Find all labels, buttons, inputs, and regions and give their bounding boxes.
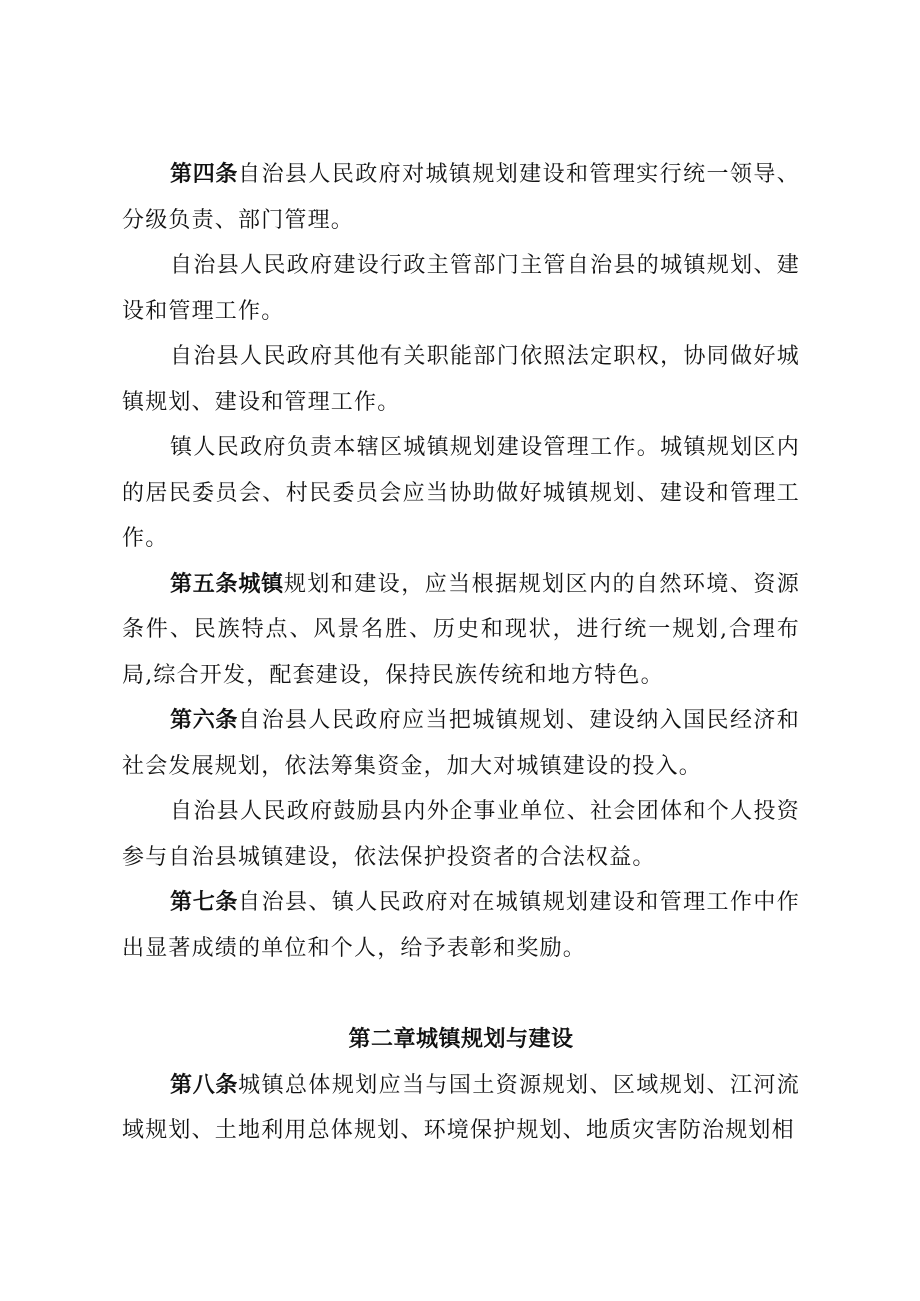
article-6-paragraph: [122, 698, 800, 789]
article-4-clause-4: [122, 425, 800, 562]
article-7-paragraph: [122, 880, 800, 971]
article-5-label: 第五条城镇: [170, 571, 284, 597]
article-4-clause-2-text: 自治县人民政府建设行政主管部门主管自治县的城镇规划、建设和管理工作。: [122, 253, 800, 324]
article-6-clause-2: [122, 789, 800, 880]
article-4-label: 第四条: [170, 162, 239, 187]
article-5-text: 规划和建设，应当根据规划区内的自然环境、资源条件、民族特点、风景名胜、历史和现状，进行统一规划,合理布局,综合开发，配套建设，保持民族传统和地方特色。: [122, 571, 800, 688]
article-4-clause-2: [122, 243, 800, 334]
article-6-text: 自治县人民政府应当把城镇规划、建设纳入国民经济和社会发展规划，依法筹集资金，加大对城镇建设的投入。: [122, 708, 800, 779]
document-body: [122, 152, 800, 1154]
article-6-label: 第六条: [170, 708, 239, 733]
article-8-text: 城镇总体规划应当与国土资源规划、区域规划、江河流域规划、土地利用总体规划、环境保护规划、地质灾害防治规划相: [122, 1072, 800, 1143]
article-8-label: 第八条: [170, 1072, 239, 1098]
article-8-paragraph: [122, 1063, 800, 1154]
article-4-clause-3: [122, 334, 800, 425]
article-4-text: 自治县人民政府对城镇规划建设和管理实行统一领导、分级负责、部门管理。: [122, 162, 800, 233]
article-4-clause-4-text: 镇人民政府负责本辖区城镇规划建设管理工作。城镇规划区内的居民委员会、村民委员会应当协助做好城镇规划、建设和管理工作。: [122, 435, 800, 551]
article-4-clause-3-text: 自治县人民政府其他有关职能部门依照法定职权，协同做好城镇规划、建设和管理工作。: [122, 344, 800, 415]
chapter-title: 第二章城镇规划与建设: [348, 1027, 574, 1052]
article-7-label: 第七条: [170, 890, 239, 915]
article-7-text: 自治县、镇人民政府对在城镇规划建设和管理工作中作出显著成绩的单位和个人，给予表彰和奖励。: [122, 890, 800, 961]
article-6-clause-2-text: 自治县人民政府鼓励县内外企事业单位、社会团体和个人投资参与自治县城镇建设，依法保护投资者的合法权益。: [122, 799, 800, 870]
article-5-paragraph: [122, 562, 800, 699]
article-4-paragraph: [122, 152, 800, 243]
